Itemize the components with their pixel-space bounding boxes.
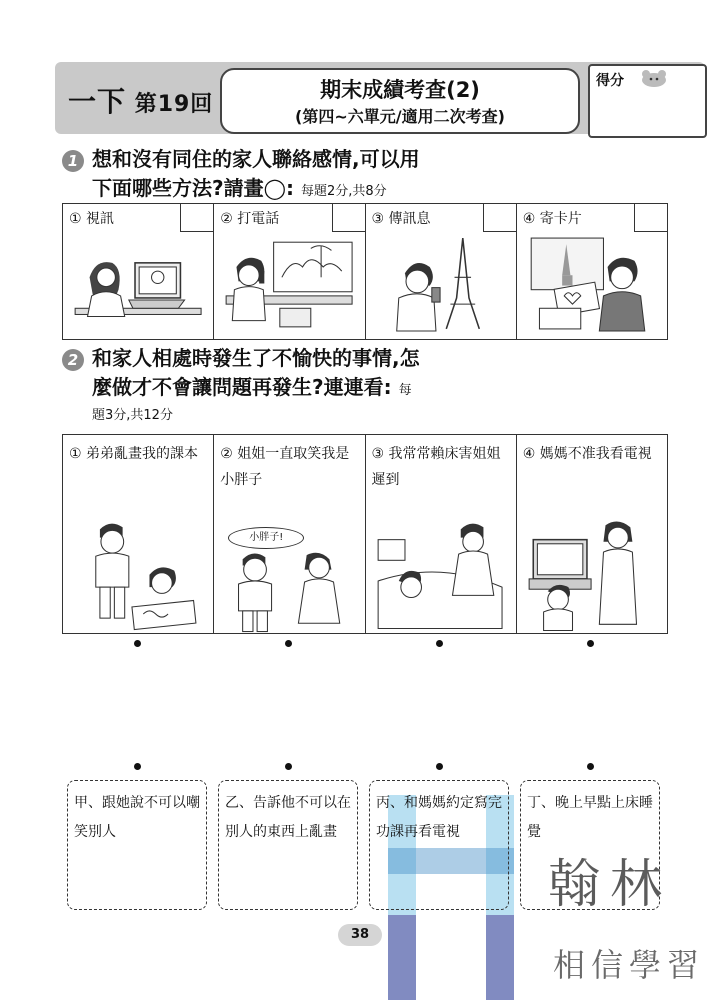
option-phone-call: [214, 204, 365, 339]
answer-bing: 丙、和媽媽約定寫完功課再看電視: [369, 780, 509, 910]
lesson-indicator: [68, 80, 213, 120]
question-2-number: 2: [62, 349, 84, 371]
postcard-illustration: [525, 236, 659, 334]
question-2-line2: [92, 371, 412, 407]
connect-dot-situation-1[interactable]: [134, 640, 141, 647]
option-label: ② 打電話: [220, 211, 280, 227]
answer-box[interactable]: [634, 204, 667, 232]
option-label: ④ 寄卡片: [522, 211, 582, 227]
lesson-number: 第19回: [134, 92, 214, 117]
answer-jia: 甲、跟她說不可以嘲笑別人: [67, 780, 207, 910]
option-label: ③ 傳訊息: [371, 211, 431, 227]
answer-yi: 乙、告訴他不可以在別人的東西上亂畫: [218, 780, 358, 910]
situation-1: [63, 435, 214, 633]
situation-2: [214, 435, 365, 633]
watermark-bar-right-base: [486, 915, 514, 1000]
speech-bubble: 小胖子!: [228, 527, 304, 549]
watermark-tagline: 相信學習: [553, 946, 706, 984]
answer-box[interactable]: [332, 204, 365, 232]
option-message: [366, 204, 517, 339]
question-1-line2-text: 下面哪些方法?請畫◯:: [92, 176, 294, 200]
question-2-line1: 和家人相處時發生了不愉快的事情,怎: [92, 346, 420, 370]
question-2-line2-text: 麼做才不會讓問題再發生?連連看:: [92, 375, 392, 399]
score-label: 得分: [596, 73, 624, 89]
connect-dot-answer-ding[interactable]: [587, 763, 594, 770]
connect-dot-situation-2[interactable]: [285, 640, 292, 647]
question-2-scoring-a: 每: [398, 383, 412, 398]
page-title: 期末成績考查(2): [320, 78, 480, 102]
question-1-number: 1: [62, 150, 84, 172]
answer-box[interactable]: [180, 204, 213, 232]
option-card: [517, 204, 667, 339]
answer-box[interactable]: [483, 204, 516, 232]
oversleep-illustration: [374, 519, 508, 633]
situation-4: [517, 435, 667, 633]
eiffel-tower-illustration: [374, 236, 508, 334]
question-2-situations: [62, 434, 668, 634]
mouse-icon: [640, 68, 668, 88]
situation-3: [366, 435, 517, 633]
connect-dot-answer-yi[interactable]: [285, 763, 292, 770]
video-call-illustration: [71, 236, 205, 334]
question-1-scoring: 每題2分,共8分: [300, 184, 387, 199]
question-2-scoring-b: 題3分,共12分: [92, 408, 173, 423]
connect-dot-situation-3[interactable]: [436, 640, 443, 647]
question-1-options: [62, 203, 668, 340]
page-number: 38: [338, 924, 382, 946]
tv-illustration: [525, 519, 659, 633]
connect-dot-answer-jia[interactable]: [134, 763, 141, 770]
connect-dot-answer-bing[interactable]: [436, 763, 443, 770]
option-video-call: [63, 204, 214, 339]
page-subtitle: (第四~六單元/適用二次考查): [295, 107, 505, 126]
phone-call-illustration: [222, 236, 356, 334]
connect-dot-situation-4[interactable]: [587, 640, 594, 647]
teasing-illustration: [222, 551, 356, 634]
watermark-bar-left-base: [388, 915, 416, 1000]
question-1-line1: 想和沒有同住的家人聯絡感情,可以用: [92, 147, 420, 171]
option-label: ① 視訊: [69, 211, 115, 227]
situation-text: ① 弟弟亂畫我的課本: [69, 446, 199, 462]
lesson-grade: 一下: [68, 85, 127, 118]
scribble-book-illustration: [71, 519, 205, 633]
situation-text: ③ 我常常賴床害姐姐遲到: [371, 446, 501, 488]
answer-ding: 丁、晚上早點上床睡覺: [520, 780, 660, 910]
situation-text: ② 姐姐一直取笑我是小胖子: [220, 446, 350, 488]
watermark-brand: 翰林: [548, 855, 673, 915]
situation-text: ④ 媽媽不准我看電視: [522, 446, 652, 462]
